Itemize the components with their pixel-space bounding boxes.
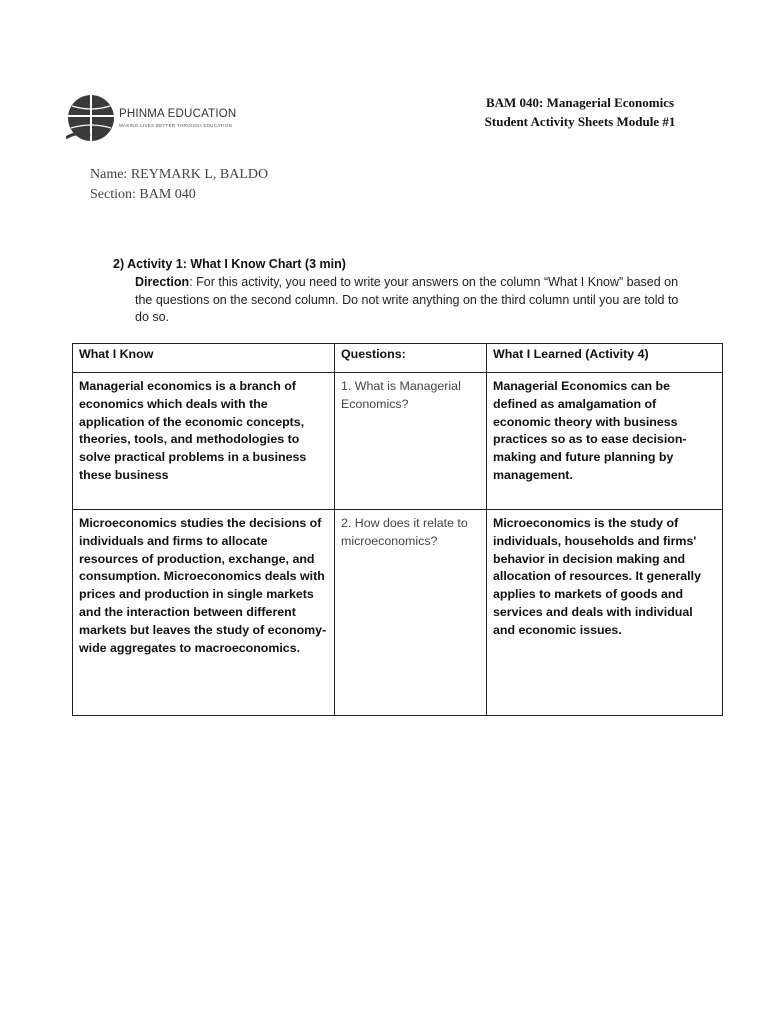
document-header [470, 93, 690, 131]
question-cell: 2. How does it relate to microeconomics? [335, 510, 487, 716]
logo-title: PHINMA EDUCATION [119, 108, 237, 120]
student-section: Section: BAM 040 [90, 187, 196, 202]
module-title: Student Activity Sheets Module #1 [484, 114, 676, 129]
header-what-i-learned: What I Learned (Activity 4) [487, 344, 723, 373]
phinma-logo [66, 92, 241, 144]
course-title: BAM 040: Managerial Economics [485, 95, 675, 110]
logo-tagline: MAKING LIVES BETTER THROUGH EDUCATION [119, 123, 233, 128]
question-cell: 1. What is Managerial Economics? [335, 373, 487, 510]
know-cell: Managerial economics is a branch of economics which deals with the application of the economic concepts, theories, tools, and methodologies to solve practical problems in a business these business [73, 373, 335, 510]
student-info [90, 165, 268, 205]
phinma-globe-icon [66, 92, 116, 144]
table-row [73, 373, 723, 510]
student-name: Name: REYMARK L, BALDO [90, 167, 269, 182]
table-header-row [73, 344, 723, 373]
know-cell: Microeconomics studies the decisions of individuals and firms to allocate resources of production, exchange, and consumption. Microeconomics deals with prices and production in single markets and the interaction between different markets but leaves the study of economy-wide aggregates to macroeconomics. [73, 510, 335, 716]
header-questions: Questions: [335, 344, 487, 373]
direction-label: Direction [135, 275, 190, 289]
table-row [73, 510, 723, 716]
activity-title: 2) Activity 1: What I Know Chart (3 min) [113, 257, 346, 271]
direction-text: : For this activity, you need to write your answers on the column “What I Know” based on the questions on the second column. Do not write anything on the third column until you are told to do so. [135, 275, 679, 324]
header-what-i-know: What I Know [73, 344, 335, 373]
learned-cell: Managerial Economics can be defined as amalgamation of economic theory with business practices so as to ease decision-making and future planning by management. [487, 373, 723, 510]
learned-cell: Microeconomics is the study of individuals, households and firms' behavior in decision making and allocation of resources. It generally applies to markets of goods and services and deals with individual and economic issues. [487, 510, 723, 716]
activity-direction [135, 274, 695, 327]
what-i-know-chart [72, 343, 723, 716]
